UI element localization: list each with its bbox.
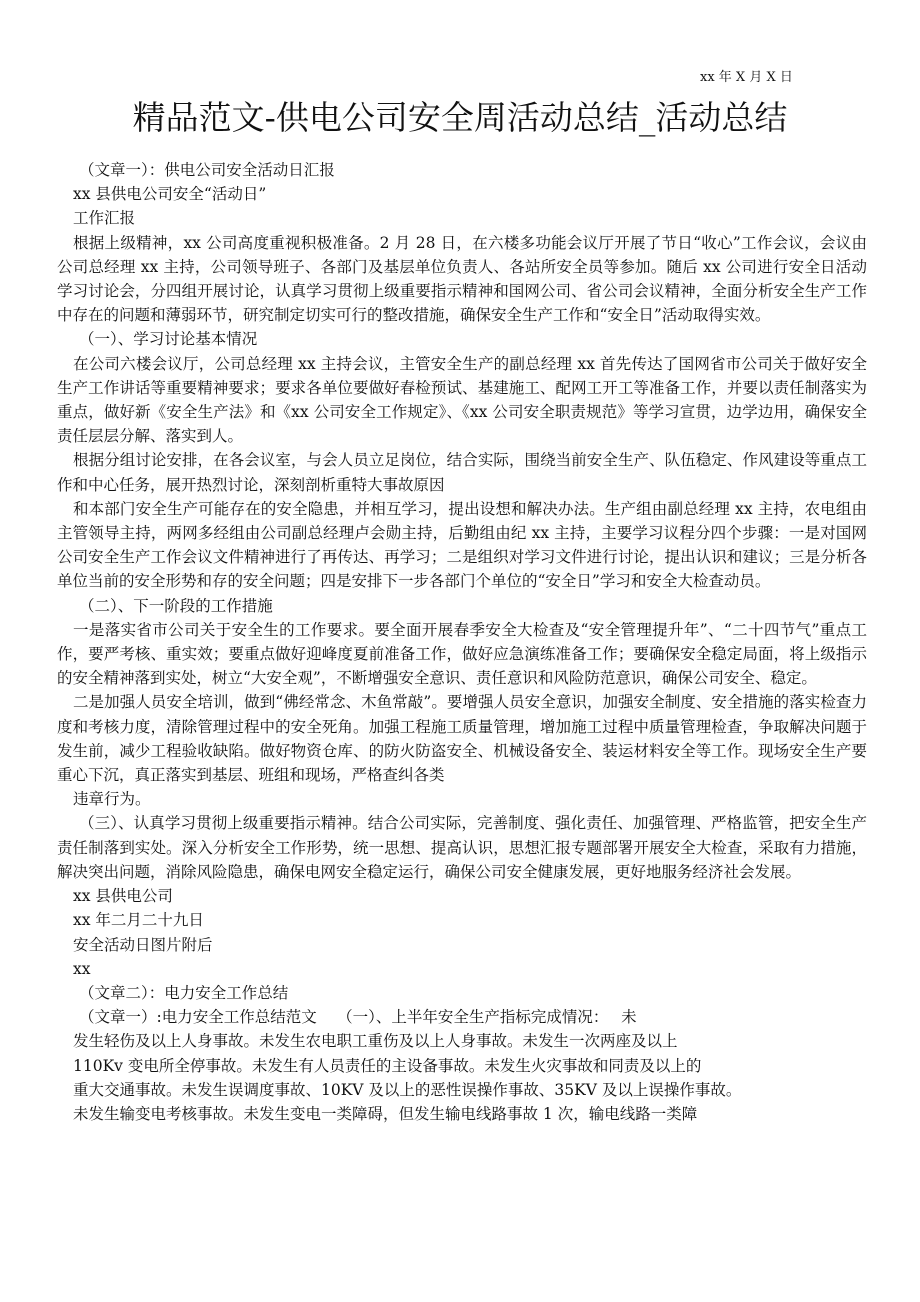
- document-body: [57, 158, 867, 1126]
- document-date: xx 年 X 月 X 日: [700, 70, 793, 85]
- tail-line: 重大交通事故。未发生误调度事故、10KV 及以上的恶性误操作事故、35KV 及以上误操作事故。: [73, 1080, 742, 1099]
- article-heading: （文章二）：电力安全工作总结: [79, 983, 289, 1002]
- section-heading: （三）、认真学习贯彻上级重要指示精神。结合公司实际，完善制度、强化责任、加强管理、严格监管，把安全生产责任制落到实处。深入分析安全工作形势，统一思想、提高认识，思想汇报专题部署开展安全大检查，采取有力措施，解决突出问题，消除风险隐患，确保电网安全稳定运行，确保公司安全健康发展，更好地服务经济社会发展。: [57, 814, 867, 881]
- body-paragraph: 违章行为。: [73, 790, 151, 809]
- report-subtitle-line: 工作汇报: [73, 209, 136, 228]
- body-paragraph: 一是落实省市公司关于安全生的工作要求。要全面开展春季安全大检查及“安全管理提升年”、“二十四节气”重点工作，要严考核、重实效；要重点做好迎峰度夏前准备工作，做好应急演练准备工作；要确保安全稳定局面，将上级指示的安全精神落到实处，树立“大安全观”，不断增强安全意识、责任意识和风险防范意识，确保公司安全、稳定。: [57, 620, 867, 688]
- tail-line: 110Kv 变电所全停事故。未发生有人员责任的主设备事故。未发生火灾事故和同责及以上的: [73, 1056, 702, 1075]
- body-paragraph: 二是加强人员安全培训，做到“佛经常念、木鱼常敲”。要增强人员安全意识，加强安全制度、安全措施的落实检查力度和考核力度，清除管理过程中的安全死角。加强工程施工质量管理，增加施工过程中质量管理检查，争取解决问题于发生前，减少工程验收缺陷。做好物资仓库、的防火防盗安全、机械设备安全、装运材料安全等工作。现场安全生产要重心下沉，真正落实到基层、班组和现场，严格查纠各类: [57, 693, 867, 785]
- body-paragraph: 在公司六楼会议厅，公司总经理 xx 主持会议，主管安全生产的副总经理 xx 首先传达了国网省市公司关于做好安全生产工作讲话等重要精神要求；要求各单位要做好春检预试、基建施工、配网工开工等准备工作，并要以责任制落实为重点，做好新《安全生产法》和《xx 公司安全工作规定》、《xx 公司安全职责规范》等学习宣贯，边学边用，确保安全责任层层分解、落实到人。: [57, 354, 867, 446]
- tail-line: （文章一）:电力安全工作总结范文 （一）、上半年安全生产指标完成情况： 未: [79, 1008, 637, 1027]
- article-heading: （文章一）：供电公司安全活动日汇报: [79, 161, 335, 179]
- body-paragraph: 根据上级精神，xx 公司高度重视积极准备。2 月 28 日，在六楼多功能会议厅开展了节日“收心”工作会议，会议由公司总经理 xx 主持，公司领导班子、各部门及基层单位负责人、各站所安全员等参加。随后 xx 公司进行安全日活动学习讨论会，分四组开展讨论，认真学习贯彻上级重要指示精神和国网公司、省公司会议精神，全面分析安全生产工作中存在的问题和薄弱环节，研究制定切实可行的整改措施，确保安全生产工作和“安全日”活动取得实效。: [57, 233, 867, 325]
- body-paragraph: 和本部门安全生产可能存在的安全隐患，并相互学习，提出设想和解决办法。生产组由副总经理 xx 主持，农电组由主管领导主持，两网多经组由公司副总经理卢会勋主持，后勤组由纪 xx 主持，主要学习议程分四个步骤：一是对国网公司安全生产工作会议文件精神进行了再传达、再学习；二是组织对学习文件进行讨论，提出认识和建议；三是分析各单位当前的安全形势和存的安全问题；四是安排下一步各部门个单位的“安全日”学习和安全大检查动员。: [57, 499, 867, 591]
- body-paragraph: 根据分组讨论安排，在各会议室，与会人员立足岗位，结合实际，围绕当前安全生产、队伍稳定、作风建设等重点工作和中心任务，展开热烈讨论，深刻剖析重特大事故原因: [57, 451, 867, 494]
- section-heading: （二）、下一阶段的工作措施: [79, 596, 273, 615]
- signature-name: xx: [73, 959, 91, 978]
- tail-line: 发生轻伤及以上人身事故。未发生农电职工重伤及以上人身事故。未发生一次两座及以上: [73, 1032, 678, 1051]
- tail-line: 未发生输变电考核事故。未发生变电一类障碍，但发生输电线路事故 1 次，输电线路一类障: [73, 1104, 698, 1123]
- signature-company: xx 县供电公司: [73, 887, 173, 906]
- attachment-note: 安全活动日图片附后: [73, 935, 213, 954]
- document-title: 精品范文-供电公司安全周活动总结_活动总结: [132, 98, 788, 137]
- report-title-line: xx 县供电公司安全“活动日”: [73, 185, 267, 204]
- section-heading: （一）、学习讨论基本情况: [79, 330, 258, 349]
- signature-date: xx 年二月二十九日: [73, 911, 204, 930]
